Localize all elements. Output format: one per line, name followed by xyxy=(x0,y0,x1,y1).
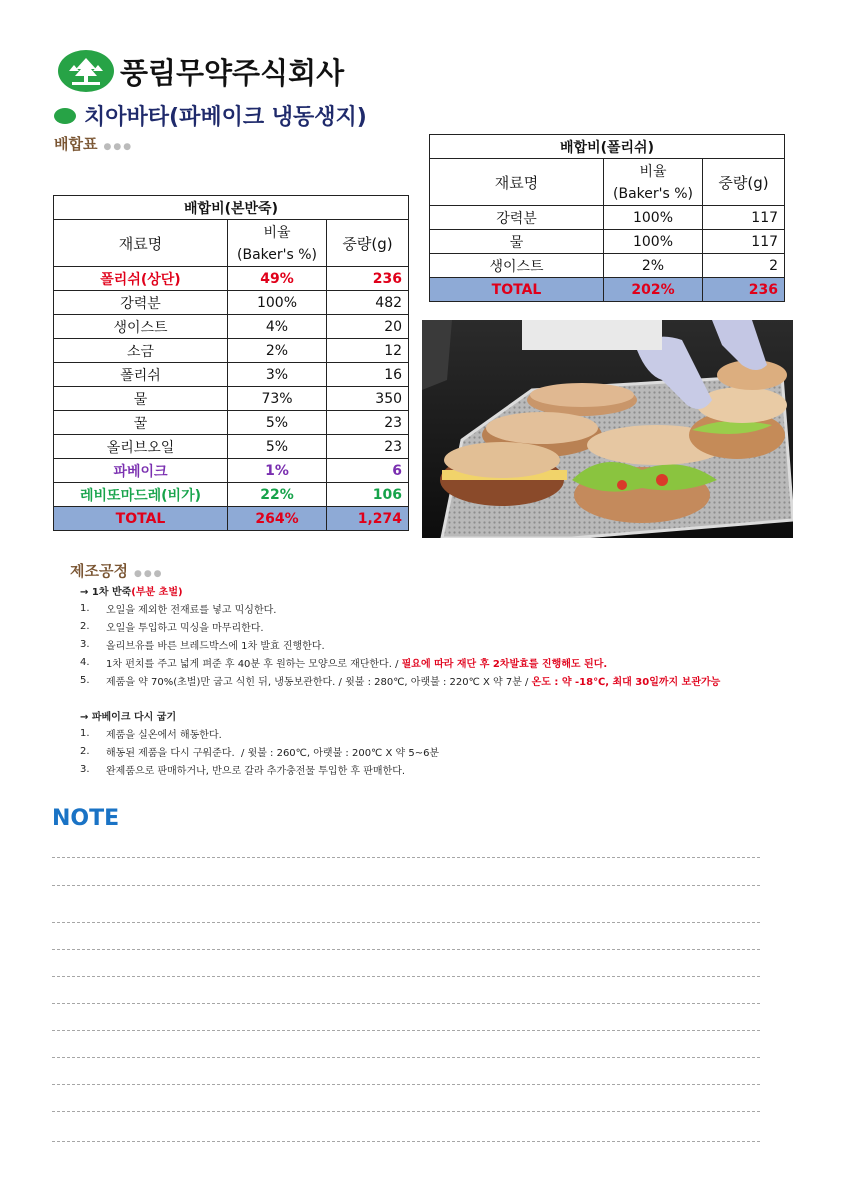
step-text: 올리브유를 바른 브레드박스에 1차 발효 진행한다. xyxy=(106,640,325,652)
cell-ratio: 100% xyxy=(604,206,703,230)
tree-emblem-icon xyxy=(54,108,76,124)
cell-ratio: 100% xyxy=(228,291,327,315)
process-first-heading xyxy=(80,581,720,599)
table-row xyxy=(54,459,409,483)
table-row xyxy=(54,483,409,507)
section-formula-label xyxy=(54,133,133,154)
cell-name: 폴리쉬 xyxy=(54,363,228,387)
cell-ratio: 5% xyxy=(228,411,327,435)
step-text: 제품을 약 70%(초벌)만 굽고 식힌 뒤, 냉동보관한다. / 윗불 : 280℃, 아랫불 : 220℃ X 약 7분 / xyxy=(106,676,532,688)
total-row xyxy=(430,278,785,302)
cell-name: 폴리쉬(상단) xyxy=(54,267,228,291)
table-row xyxy=(54,363,409,387)
table-row xyxy=(54,411,409,435)
cell-weight: 2 xyxy=(703,254,785,278)
cell-weight: 16 xyxy=(327,363,409,387)
poolish-recipe-table xyxy=(429,134,785,302)
step-number: 3. xyxy=(80,638,90,650)
cell-ratio: 100% xyxy=(604,230,703,254)
note-rule-line xyxy=(52,1003,760,1004)
dots-icon: ●●● xyxy=(103,142,134,152)
process-step xyxy=(80,653,720,671)
step-emphasis: 필요에 따라 재단 후 2차발효를 진행해도 된다. xyxy=(401,658,608,670)
total-weight: 236 xyxy=(703,278,785,302)
process-label-text: 제조공정 xyxy=(70,562,128,580)
table-row xyxy=(54,315,409,339)
step-text: 오일을 투입하고 믹싱을 마무리한다. xyxy=(106,622,264,634)
col-header-weight: 중량(g) xyxy=(703,159,785,206)
cell-name: 물 xyxy=(54,387,228,411)
cell-ratio: 49% xyxy=(228,267,327,291)
cell-name: 생이스트 xyxy=(54,315,228,339)
step-number: 2. xyxy=(80,745,90,757)
cell-name: 꿀 xyxy=(54,411,228,435)
product-title: 치아바타(파베이크 냉동생지) xyxy=(84,105,367,130)
table-row xyxy=(54,267,409,291)
note-rule-line xyxy=(52,857,760,858)
cell-ratio: 5% xyxy=(228,435,327,459)
note-rule-line xyxy=(52,922,760,923)
cell-weight: 23 xyxy=(327,435,409,459)
note-rule-line xyxy=(52,885,760,886)
total-name: TOTAL xyxy=(430,278,604,302)
col-header-name: 재료명 xyxy=(430,159,604,206)
cell-name: 소금 xyxy=(54,339,228,363)
step-number: 3. xyxy=(80,763,90,775)
process-first-block xyxy=(80,581,720,689)
cell-weight: 350 xyxy=(327,387,409,411)
cell-weight: 6 xyxy=(327,459,409,483)
col-header-ratio: 비율 xyxy=(604,159,703,183)
cell-weight: 482 xyxy=(327,291,409,315)
ciabatta-sandwich-photo xyxy=(422,320,793,538)
table-caption: 배합비(폴리쉬) xyxy=(430,135,785,159)
process-second-block xyxy=(80,706,439,778)
cell-ratio: 1% xyxy=(228,459,327,483)
cell-weight: 23 xyxy=(327,411,409,435)
process-step xyxy=(80,617,720,635)
cell-ratio: 2% xyxy=(228,339,327,363)
step-text: 제품을 실온에서 해동한다. xyxy=(106,729,222,741)
note-title: NOTE xyxy=(52,806,120,831)
cell-name: 강력분 xyxy=(54,291,228,315)
table-row xyxy=(54,435,409,459)
step-number: 4. xyxy=(80,656,90,668)
cell-name: 레비또마드레(비가) xyxy=(54,483,228,507)
cell-weight: 236 xyxy=(327,267,409,291)
col-header-name: 재료명 xyxy=(54,220,228,267)
cell-ratio: 73% xyxy=(228,387,327,411)
heading-note: (부분 초벌) xyxy=(131,586,183,598)
step-number: 1. xyxy=(80,602,90,614)
section-process-label xyxy=(70,560,164,581)
tree-emblem-icon xyxy=(58,50,114,92)
note-rule-line xyxy=(52,1111,760,1112)
cell-name: 생이스트 xyxy=(430,254,604,278)
cell-weight: 12 xyxy=(327,339,409,363)
company-logo xyxy=(58,50,344,92)
total-row xyxy=(54,507,409,531)
cell-weight: 117 xyxy=(703,206,785,230)
total-name: TOTAL xyxy=(54,507,228,531)
table-row xyxy=(54,291,409,315)
cell-weight: 106 xyxy=(327,483,409,507)
process-step xyxy=(80,635,720,653)
process-step xyxy=(80,671,720,689)
step-number: 5. xyxy=(80,674,90,686)
col-header-ratio-unit: (Baker's %) xyxy=(604,182,703,206)
note-rule-line xyxy=(52,1141,760,1142)
total-ratio: 264% xyxy=(228,507,327,531)
process-second-heading: → 파베이크 다시 굽기 xyxy=(80,711,177,723)
note-rule-line xyxy=(52,1084,760,1085)
total-weight: 1,274 xyxy=(327,507,409,531)
cell-weight: 117 xyxy=(703,230,785,254)
total-ratio: 202% xyxy=(604,278,703,302)
cell-ratio: 3% xyxy=(228,363,327,387)
step-emphasis: 온도 : 약 -18℃, 최대 30일까지 보관가능 xyxy=(531,676,721,688)
heading-text: → 1차 반죽 xyxy=(80,586,132,598)
table-row xyxy=(54,339,409,363)
process-step xyxy=(80,724,439,742)
step-text: 1차 펀치를 주고 넓게 펴준 후 40분 후 원하는 모양으로 재단한다. / xyxy=(106,658,402,670)
process-step xyxy=(80,742,439,760)
main-recipe-table xyxy=(53,195,409,531)
process-step xyxy=(80,760,439,778)
table-row xyxy=(430,206,785,230)
step-text: 완제품으로 판매하거나, 반으로 갈라 추가충전물 투입한 후 판매한다. xyxy=(106,765,406,777)
cell-name: 올리브오일 xyxy=(54,435,228,459)
process-step xyxy=(80,599,720,617)
step-number: 2. xyxy=(80,620,90,632)
cell-name: 물 xyxy=(430,230,604,254)
note-rule-line xyxy=(52,1030,760,1031)
note-rule-line xyxy=(52,949,760,950)
step-text: 오일을 제외한 전재료를 넣고 믹싱한다. xyxy=(106,604,277,616)
cell-name: 파베이크 xyxy=(54,459,228,483)
company-name: 풍림무약주식회사 xyxy=(120,55,345,90)
cell-ratio: 22% xyxy=(228,483,327,507)
table-row xyxy=(430,254,785,278)
col-header-weight: 중량(g) xyxy=(327,220,409,267)
table-row xyxy=(430,230,785,254)
step-number: 1. xyxy=(80,727,90,739)
product-title-row xyxy=(54,100,367,131)
step-text: 해동된 제품을 다시 구워준다. / 윗불 : 260℃, 아랫불 : 200℃ X 약 5~6분 xyxy=(106,747,440,759)
cell-ratio: 4% xyxy=(228,315,327,339)
note-rule-line xyxy=(52,976,760,977)
cell-weight: 20 xyxy=(327,315,409,339)
dots-icon: ●●● xyxy=(133,569,164,579)
note-rule-line xyxy=(52,1057,760,1058)
formula-label-text: 배합표 xyxy=(54,135,98,153)
col-header-ratio-unit: (Baker's %) xyxy=(228,243,327,267)
cell-name: 강력분 xyxy=(430,206,604,230)
cell-ratio: 2% xyxy=(604,254,703,278)
table-caption: 배합비(본반죽) xyxy=(54,196,409,220)
table-row xyxy=(54,387,409,411)
col-header-ratio: 비율 xyxy=(228,220,327,244)
